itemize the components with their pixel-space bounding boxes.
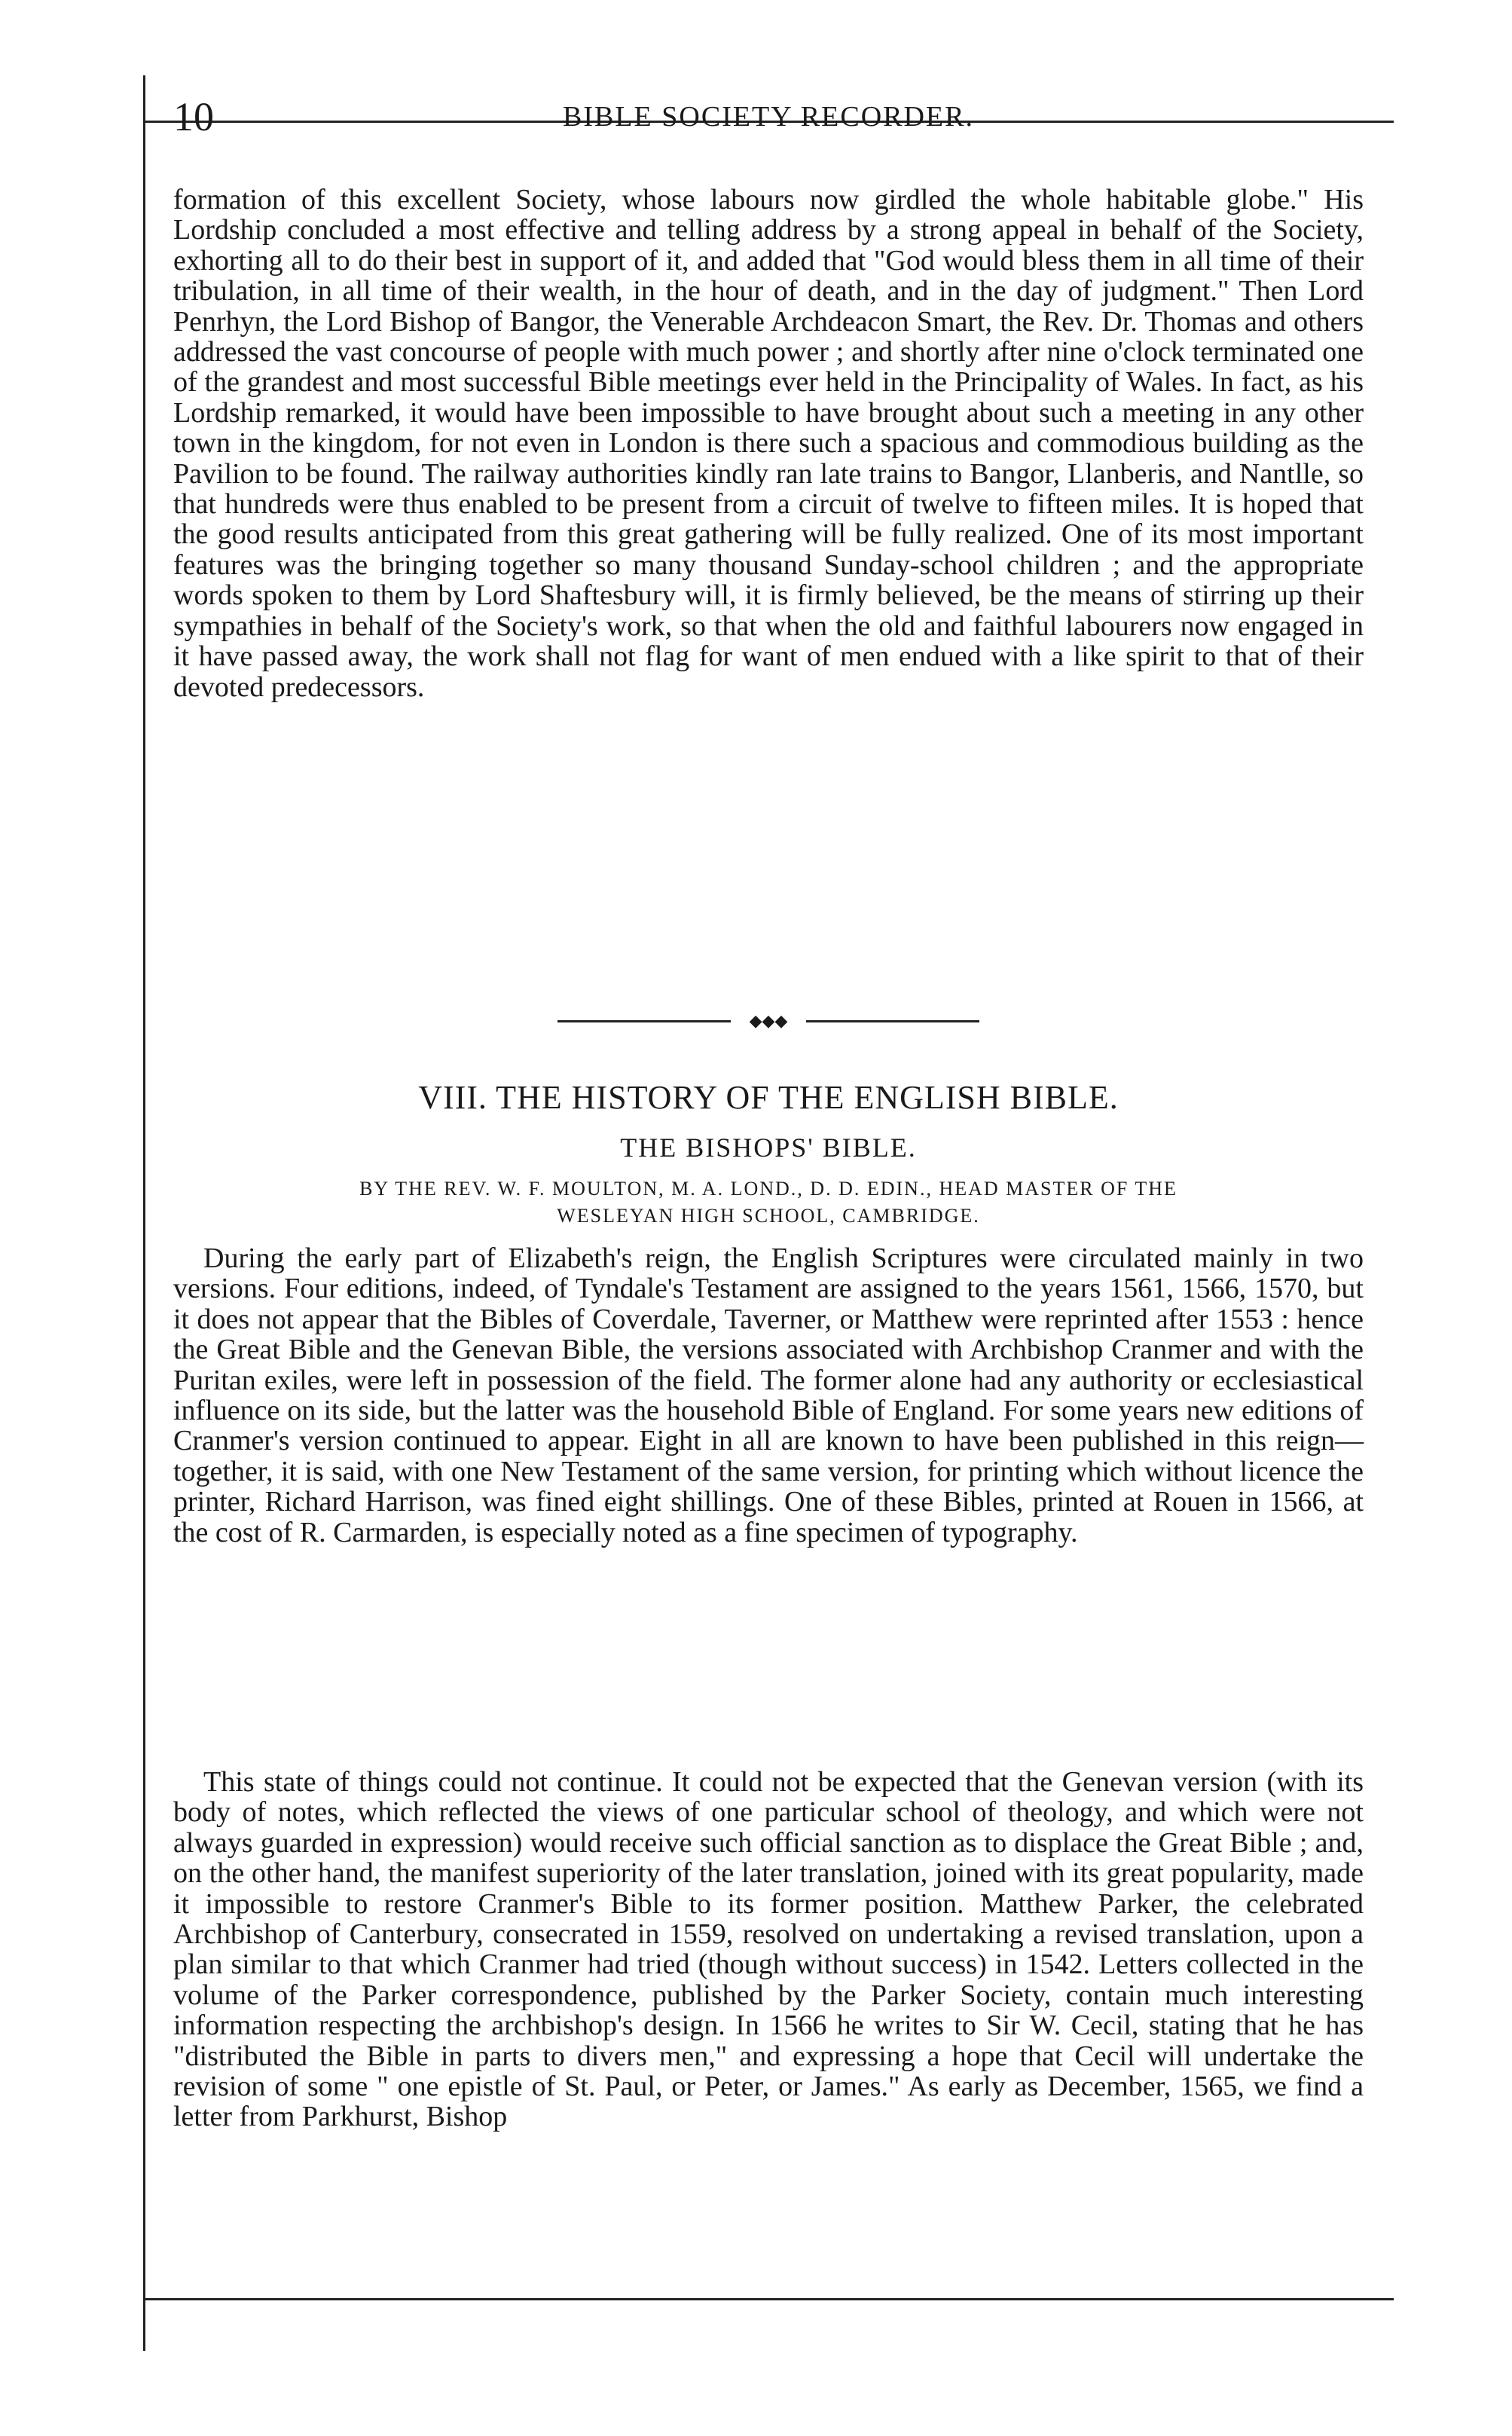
divider-line-left bbox=[557, 1020, 731, 1022]
running-head: BIBLE SOCIETY RECORDER. bbox=[563, 101, 974, 133]
author-byline bbox=[173, 1175, 1364, 1230]
page-number: 10 bbox=[173, 94, 214, 139]
section-divider-ornament bbox=[557, 1013, 979, 1028]
body-paragraph-2: During the early part of Elizabeth's reign, the English Scriptures were circulated mainly in two versions. Four editions, indeed, of Tyndale's Testament are assigned to the years 1561, 1566, 1570, but it does not appear that the Bibles of Coverdale, Taverner, or Matthew were reprinted after 1553 : hence the Great Bible and the Genevan Bible, the versions associated with Archbishop Cranmer and with the Puritan exiles, were left in possession of the field. The former alone had any authority or ecclesiastical influence on its side, but the latter was the household Bible of England. For some years new editions of Cranmer's version continued to appear. Eight in all are known to have been published in this reign—together, it is said, with one New Testament of the same version, for printing which without licence the printer, Richard Harrison, was fined eight shillings. One of these Bibles, printed at Rouen in 1566, at the cost of R. Carmarden, is especially noted as a fine specimen of typography. bbox=[173, 1242, 1364, 1548]
body-paragraph-3: This state of things could not continue. It could not be expected that the Genevan version (with its body of notes, which reflected the views of one particular school of theology, and which were not always guarded in expression) would receive such official sanction as to displace the Great Bible ; and, on the other hand, the manifest superiority of the later translation, joined with its great popularity, made it impossible to restore Cranmer's Bible to its former position. Matthew Parker, the celebrated Archbishop of Canterbury, consecrated in 1559, resolved on undertaking a revised translation, upon a plan similar to that which Cranmer had tried (though without success) in 1542. Letters collected in the volume of the Parker correspondence, published by the Parker Society, contain much interesting information respecting the archbishop's design. In 1566 he writes to Sir W. Cecil, stating that he has "distributed the Bible in parts to divers men," and expressing a hope that Cecil will undertake the revision of some " one epistle of St. Paul, or Peter, or James." As early as December, 1565, we find a letter from Parkhurst, Bishop bbox=[173, 1766, 1364, 2133]
section-subtitle: THE BISHOPS' BIBLE. bbox=[620, 1132, 917, 1163]
footer-rule bbox=[143, 2298, 1394, 2300]
section-title: VIII. THE HISTORY OF THE ENGLISH BIBLE. bbox=[418, 1079, 1119, 1116]
byline-line-1: BY THE REV. W. F. MOULTON, M. A. LOND., D. D. EDIN., HEAD MASTER OF THE bbox=[359, 1178, 1178, 1200]
divider-ornament-icon: ◆◆◆ bbox=[749, 1011, 788, 1030]
page-header bbox=[173, 94, 1364, 139]
left-margin-rule bbox=[143, 75, 145, 2351]
body-paragraph-1: formation of this excellent Society, whose labours now girdled the whole habitable globe." His Lordship concluded a most effective and telling address by a strong appeal in behalf of the Society, exhorting all to do their best in support of it, and added that "God would bless them in all time of their tribulation, in all time of their wealth, in the hour of death, and in the day of judgment." Then Lord Penrhyn, the Lord Bishop of Bangor, the Venerable Archdeacon Smart, the Rev. Dr. Thomas and others addressed the vast concourse of people with much power ; and shortly after nine o'clock terminated one of the grandest and most successful Bible meetings ever held in the Principality of Wales. In fact, as his Lordship remarked, it would have been impossible to have brought about such a meeting in any other town in the kingdom, for not even in London is there such a spacious and commodious building as the Pavilion to be found. The railway authorities kindly ran late trains to Bangor, Llanberis, and Nantlle, so that hundreds were thus enabled to be present from a circuit of twelve to fifteen miles. It is hoped that the good results anticipated from this great gathering will be fully realized. One of its most important features was the bringing together so many thousand Sunday-school children ; and the appropriate words spoken to them by Lord Shaftesbury will, it is firmly believed, be the means of stirring up their sympathies in behalf of the Society's work, so that when the old and faithful labourers now engaged in it have passed away, the work shall not flag for want of men endued with a like spirit to that of their devoted predecessors. bbox=[173, 184, 1364, 703]
byline-line-2: WESLEYAN HIGH SCHOOL, CAMBRIDGE. bbox=[557, 1205, 980, 1227]
divider-line-right bbox=[806, 1020, 979, 1022]
